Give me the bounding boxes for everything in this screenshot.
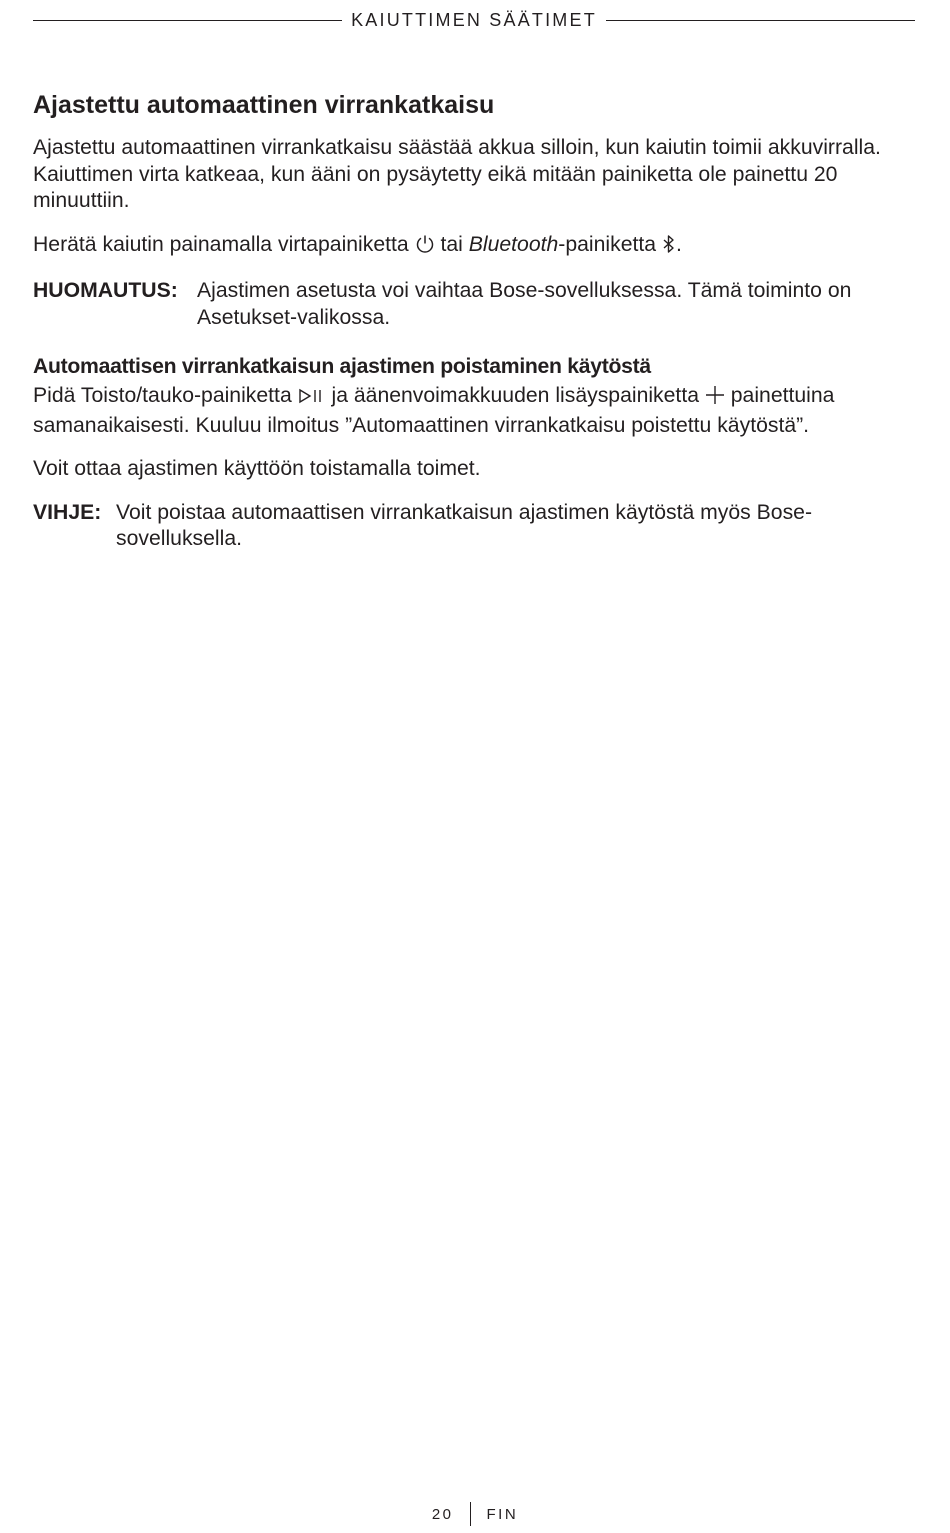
wake-paragraph: [33, 232, 915, 262]
tip-label: VIHJE:: [33, 500, 102, 524]
page-number: 20: [431, 1505, 454, 1523]
hold-text-1: Pidä Toisto/tauko-painiketta: [33, 384, 298, 407]
play-pause-icon: [298, 386, 326, 413]
page-content: [33, 88, 915, 570]
bluetooth-icon: [662, 234, 676, 262]
header-rule-left: [33, 20, 342, 21]
reenable-paragraph: Voit ottaa ajastimen käyttöön toistamalla toimet.: [33, 457, 481, 480]
wake-text-2: tai: [434, 232, 469, 256]
tip-block: [33, 500, 915, 553]
tip-text: Voit poistaa automaattisen virrankatkaisun ajastimen käytöstä myös Bose-sovelluksella.: [116, 500, 813, 550]
language-code: FIN: [486, 1505, 519, 1523]
footer-divider: [470, 1502, 471, 1526]
subsection-heading: Automaattisen virrankatkaisun ajastimen poistaminen käytöstä: [33, 355, 651, 378]
hold-text-2: ja äänenvoimakkuuden lisäyspainiketta: [325, 384, 705, 407]
wake-text-3: -painiketta: [558, 232, 662, 256]
note-block: [33, 278, 915, 331]
note-text: Ajastimen asetusta voi vaihtaa Bose-sovelluksessa. Tämä toiminto on Asetukset-valikossa.: [197, 279, 852, 329]
power-icon: [415, 234, 435, 262]
wake-text-end: .: [675, 232, 682, 256]
header-title: KAIUTTIMEN SÄÄTIMET: [351, 9, 597, 30]
hold-text-3: painettuina samanaikaisesti. Kuuluu ilmoitus ”Automaattinen virrankatkaisu poistettu käytöstä”.: [33, 384, 835, 437]
wake-text-1: Herätä kaiutin painamalla virtapainiketta: [33, 232, 415, 256]
hold-paragraph: [33, 383, 915, 439]
page-header: [33, 6, 915, 34]
intro-paragraph: Ajastettu automaattinen virrankatkaisu säästää akkua silloin, kun kaiutin toimii akkuvirralla. Kaiuttimen virta katkeaa, kun ääni on pysäytetty eikä mitään painiketta ole painettu 20 minuuttiin.: [33, 136, 881, 212]
plus-icon: [705, 385, 725, 413]
page-footer: [0, 1500, 950, 1528]
header-rule-right: [606, 20, 915, 21]
bluetooth-word: Bluetooth: [468, 232, 559, 256]
note-label: HUOMAUTUS:: [33, 279, 178, 302]
section-heading: Ajastettu automaattinen virrankatkaisu: [33, 91, 495, 119]
